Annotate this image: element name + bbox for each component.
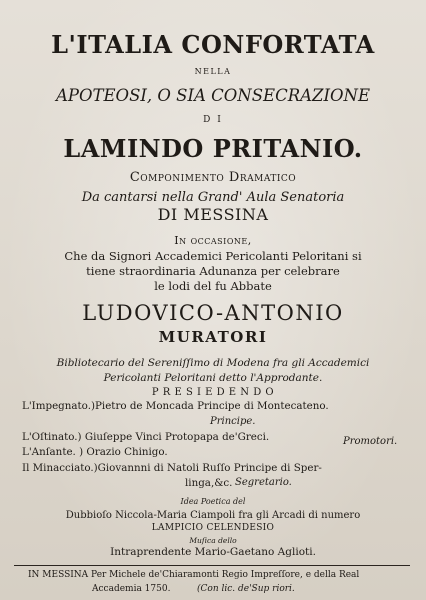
da-cantarsi-line: Da cantarsi nella Grand' Aula Senatoria — [81, 190, 345, 205]
impegnato-line: L'Impegnato.)Pietro de Moncada Principe di Montecateno. — [22, 400, 329, 412]
di-line: D I — [203, 115, 223, 125]
ostinato-line: L'Oſtinato.) Giuſeppe Vinci Protopapa de'Greci. — [22, 431, 270, 443]
tiene-line: tiene straordinaria Adunanza per celebrare — [86, 264, 340, 278]
lampicio-line: LAMPICIO CELENDESIO — [151, 523, 275, 533]
principe-label: Principe. — [210, 416, 256, 427]
nella-line: NELLA — [194, 67, 232, 76]
imprint-line-2: Accademia 1750. — [92, 584, 171, 594]
in-occasione-line: In occasione, — [174, 234, 252, 247]
promotori-label: Promotori. — [343, 436, 398, 447]
dubbioso-line: Dubbioſo Niccola-Maria Ciampoli fra gli Arcadi di numero — [65, 510, 361, 521]
lamindo-title: LAMINDO PRITANIO. — [63, 134, 363, 163]
che-da-line: Che da Signori Accademici Pericolanti Peloritani si — [64, 249, 362, 263]
presiedendo-line: P R E S I E D E N D O — [151, 387, 275, 398]
minacciato-line: Il Minacciato.)Giovannni di Natoli Ruſſo Principe di Sper- — [22, 462, 322, 474]
di-messina-line: DI MESSINA — [157, 205, 269, 224]
intraprendente-line: Intraprendente Mario-Gaetano Aglioti. — [110, 546, 316, 558]
imprint-line-1: IN MESSINA Per Michele de'Chiaramonti Regio Impreſſore, e della Real — [28, 570, 360, 580]
componimento-line: Componimento Dramatico — [129, 170, 297, 185]
muratori-title: MURATORI — [158, 328, 268, 346]
linga-line: linga,&c. — [185, 477, 233, 489]
apoteosi-line: APOTEOSI, O SIA CONSECRAZIONE — [55, 86, 371, 105]
licenza-line: (Con lic. de'Sup riori. — [197, 584, 295, 594]
le-lodi-line: le lodi del fu Abbate — [154, 279, 272, 293]
segretario-label: Segretario. — [235, 477, 292, 488]
ludovico-title: LUDOVICO-ANTONIO — [82, 301, 344, 325]
imprint-rule — [14, 565, 410, 566]
bibliotecario-line-1: Bibliotecario del Sereniſſimo di Modena fra gli Accademici — [56, 357, 370, 369]
bibliotecario-line-2: Pericolanti Peloritani detto l'Approdante. — [103, 372, 323, 384]
musica-line: Muſica dello — [189, 536, 237, 545]
main-title: L'ITALIA CONFORTATA — [51, 30, 375, 59]
idea-poetica-line: Idea Poetica del — [180, 497, 246, 506]
ansante-line: L'Anſante. ) Orazio Chinigo. — [22, 446, 168, 458]
